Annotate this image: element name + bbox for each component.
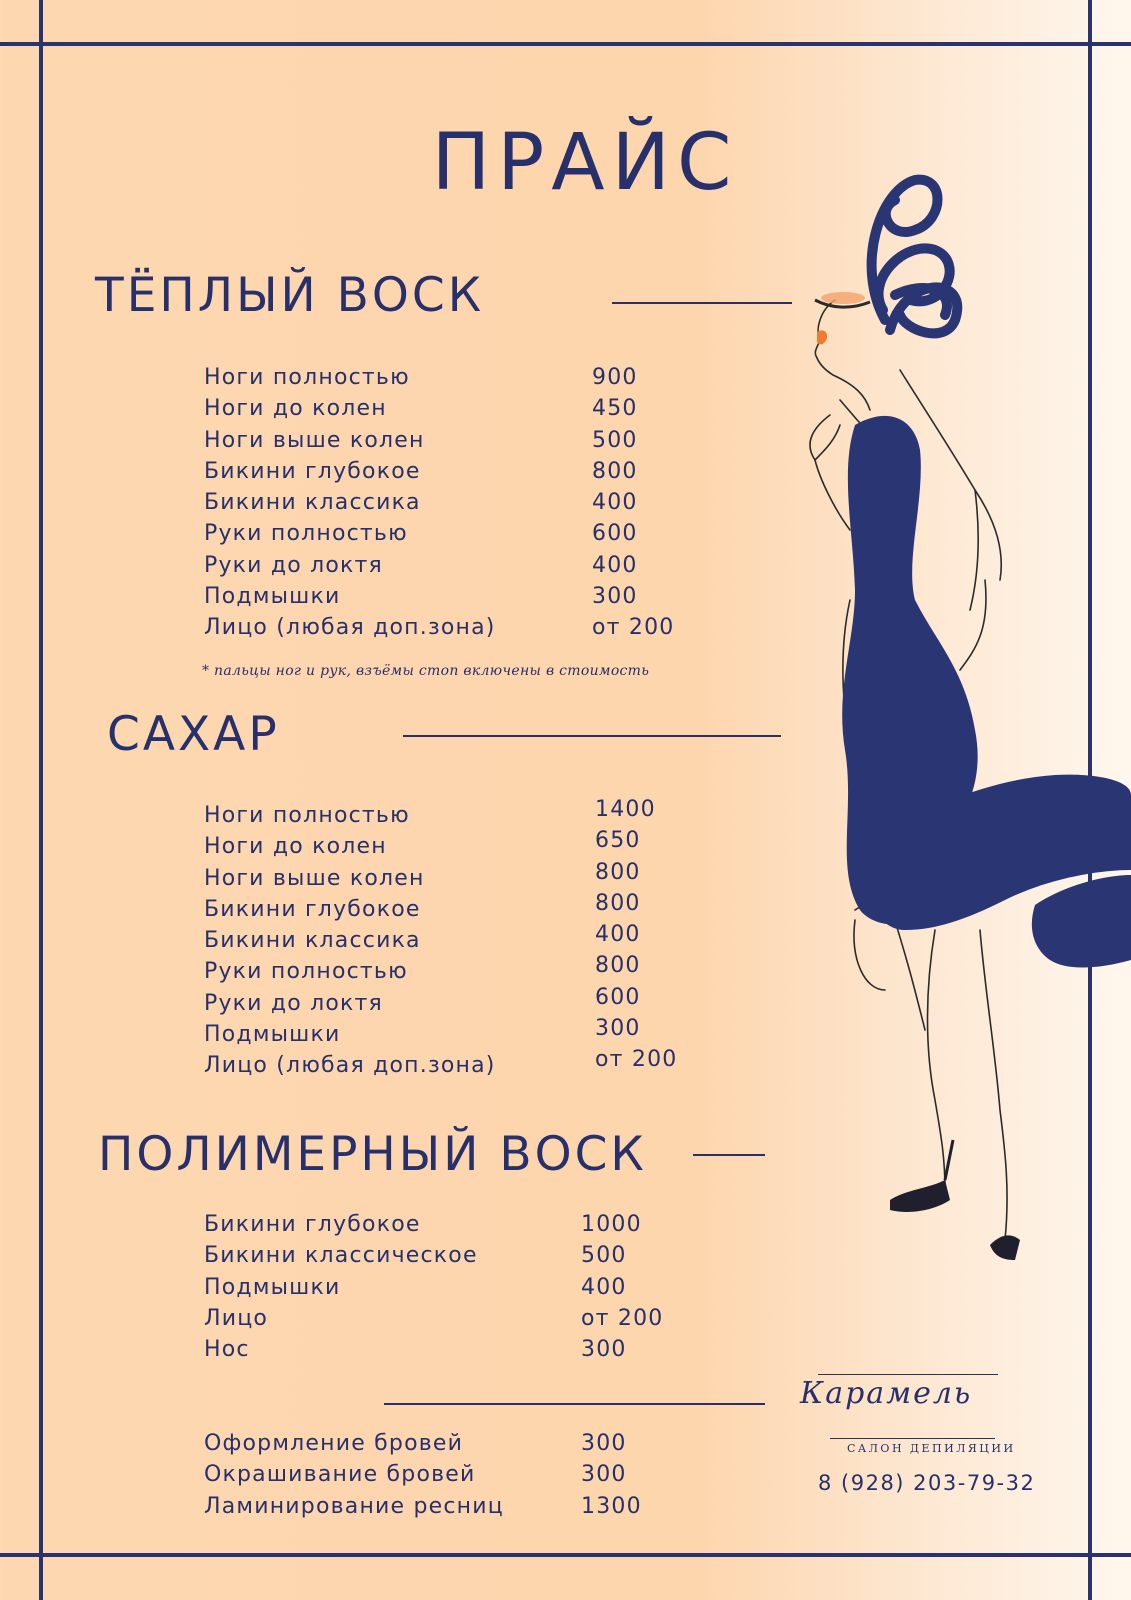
service-name: Руки до локтя <box>204 990 383 1016</box>
service-price: 400 <box>592 552 638 578</box>
fashion-figure-illustration <box>795 170 1131 1320</box>
service-price: 800 <box>595 953 641 979</box>
service-name: Ноги до колен <box>204 834 387 860</box>
service-price: 300 <box>581 1431 627 1456</box>
service-name: Ноги выше колен <box>204 427 425 453</box>
service-price: 1000 <box>581 1212 642 1237</box>
service-name: Бикини классика <box>204 928 421 954</box>
brand-subtitle: САЛОН ДЕПИЛЯЦИИ <box>847 1442 1016 1455</box>
service-name: Окрашивание бровей <box>204 1462 476 1488</box>
section-title-sugar: САХАР <box>107 707 280 762</box>
service-price: 500 <box>581 1243 627 1269</box>
service-price: 800 <box>592 458 638 484</box>
service-name: Ноги полностью <box>204 365 410 390</box>
service-name: Руки полностью <box>204 959 408 985</box>
service-price: 1300 <box>581 1493 642 1519</box>
service-price: 650 <box>595 828 641 854</box>
brand-name: Карамель <box>800 1376 973 1411</box>
section-rule <box>403 735 781 737</box>
service-name: Нос <box>204 1337 250 1363</box>
service-name: Подмышки <box>204 1274 341 1300</box>
service-name: Ноги выше колен <box>204 865 425 891</box>
service-name: Бикини классика <box>204 490 421 516</box>
service-price: 400 <box>581 1274 627 1300</box>
service-price: 300 <box>592 584 638 610</box>
service-name: Подмышки <box>204 584 341 610</box>
service-name: Подмышки <box>204 1022 341 1048</box>
service-name: Бикини глубокое <box>204 458 421 484</box>
service-name: Руки до локтя <box>204 552 383 578</box>
service-name: Оформление бровей <box>204 1431 464 1456</box>
service-name: Лицо (любая доп.зона) <box>204 615 496 641</box>
frame-line-bottom <box>0 1553 1131 1557</box>
section-title-polymer-wax: ПОЛИМЕРНЫЙ ВОСК <box>98 1127 647 1182</box>
page-title: ПРАЙС <box>431 118 739 208</box>
service-name: Бикини классическое <box>204 1243 478 1269</box>
service-price: 800 <box>595 859 641 885</box>
frame-line-top <box>0 42 1131 46</box>
service-name: Бикини глубокое <box>204 1212 421 1237</box>
section-rule <box>612 302 792 304</box>
service-price: 600 <box>592 521 638 547</box>
service-price: от 200 <box>595 1047 678 1073</box>
service-name: Лицо <box>204 1305 269 1331</box>
service-price: 1400 <box>595 797 656 822</box>
service-price: 600 <box>595 984 641 1010</box>
frame-line-left <box>39 0 43 1600</box>
service-price: 500 <box>592 427 638 453</box>
phone-number: 8 (928) 203-79-32 <box>818 1471 1036 1495</box>
section-title-warm-wax: ТЁПЛЫЙ ВОСК <box>95 268 485 323</box>
service-price: от 200 <box>581 1305 664 1331</box>
service-price: 900 <box>592 365 638 390</box>
service-price: 400 <box>592 490 638 516</box>
logo-line <box>830 1438 995 1439</box>
service-name: Ноги полностью <box>204 803 410 828</box>
service-price: 300 <box>581 1337 627 1363</box>
service-name: Бикини глубокое <box>204 896 421 922</box>
service-price: 800 <box>595 890 641 916</box>
service-name: Ламинирование ресниц <box>204 1493 504 1519</box>
service-price: 450 <box>592 396 638 422</box>
service-price: 400 <box>595 922 641 948</box>
logo-line <box>818 1374 998 1375</box>
section-rule <box>384 1403 765 1405</box>
service-name: Лицо (любая доп.зона) <box>204 1053 496 1079</box>
service-name: Руки полностью <box>204 521 408 547</box>
brand-logo <box>800 1370 1040 1460</box>
service-price: 300 <box>595 1016 641 1042</box>
section-rule <box>693 1154 765 1156</box>
service-price: от 200 <box>592 615 675 641</box>
service-name: Ноги до колен <box>204 396 387 422</box>
footnote: * пальцы ног и рук, взъёмы стоп включены в стоимость <box>202 663 650 679</box>
service-price: 300 <box>581 1462 627 1488</box>
